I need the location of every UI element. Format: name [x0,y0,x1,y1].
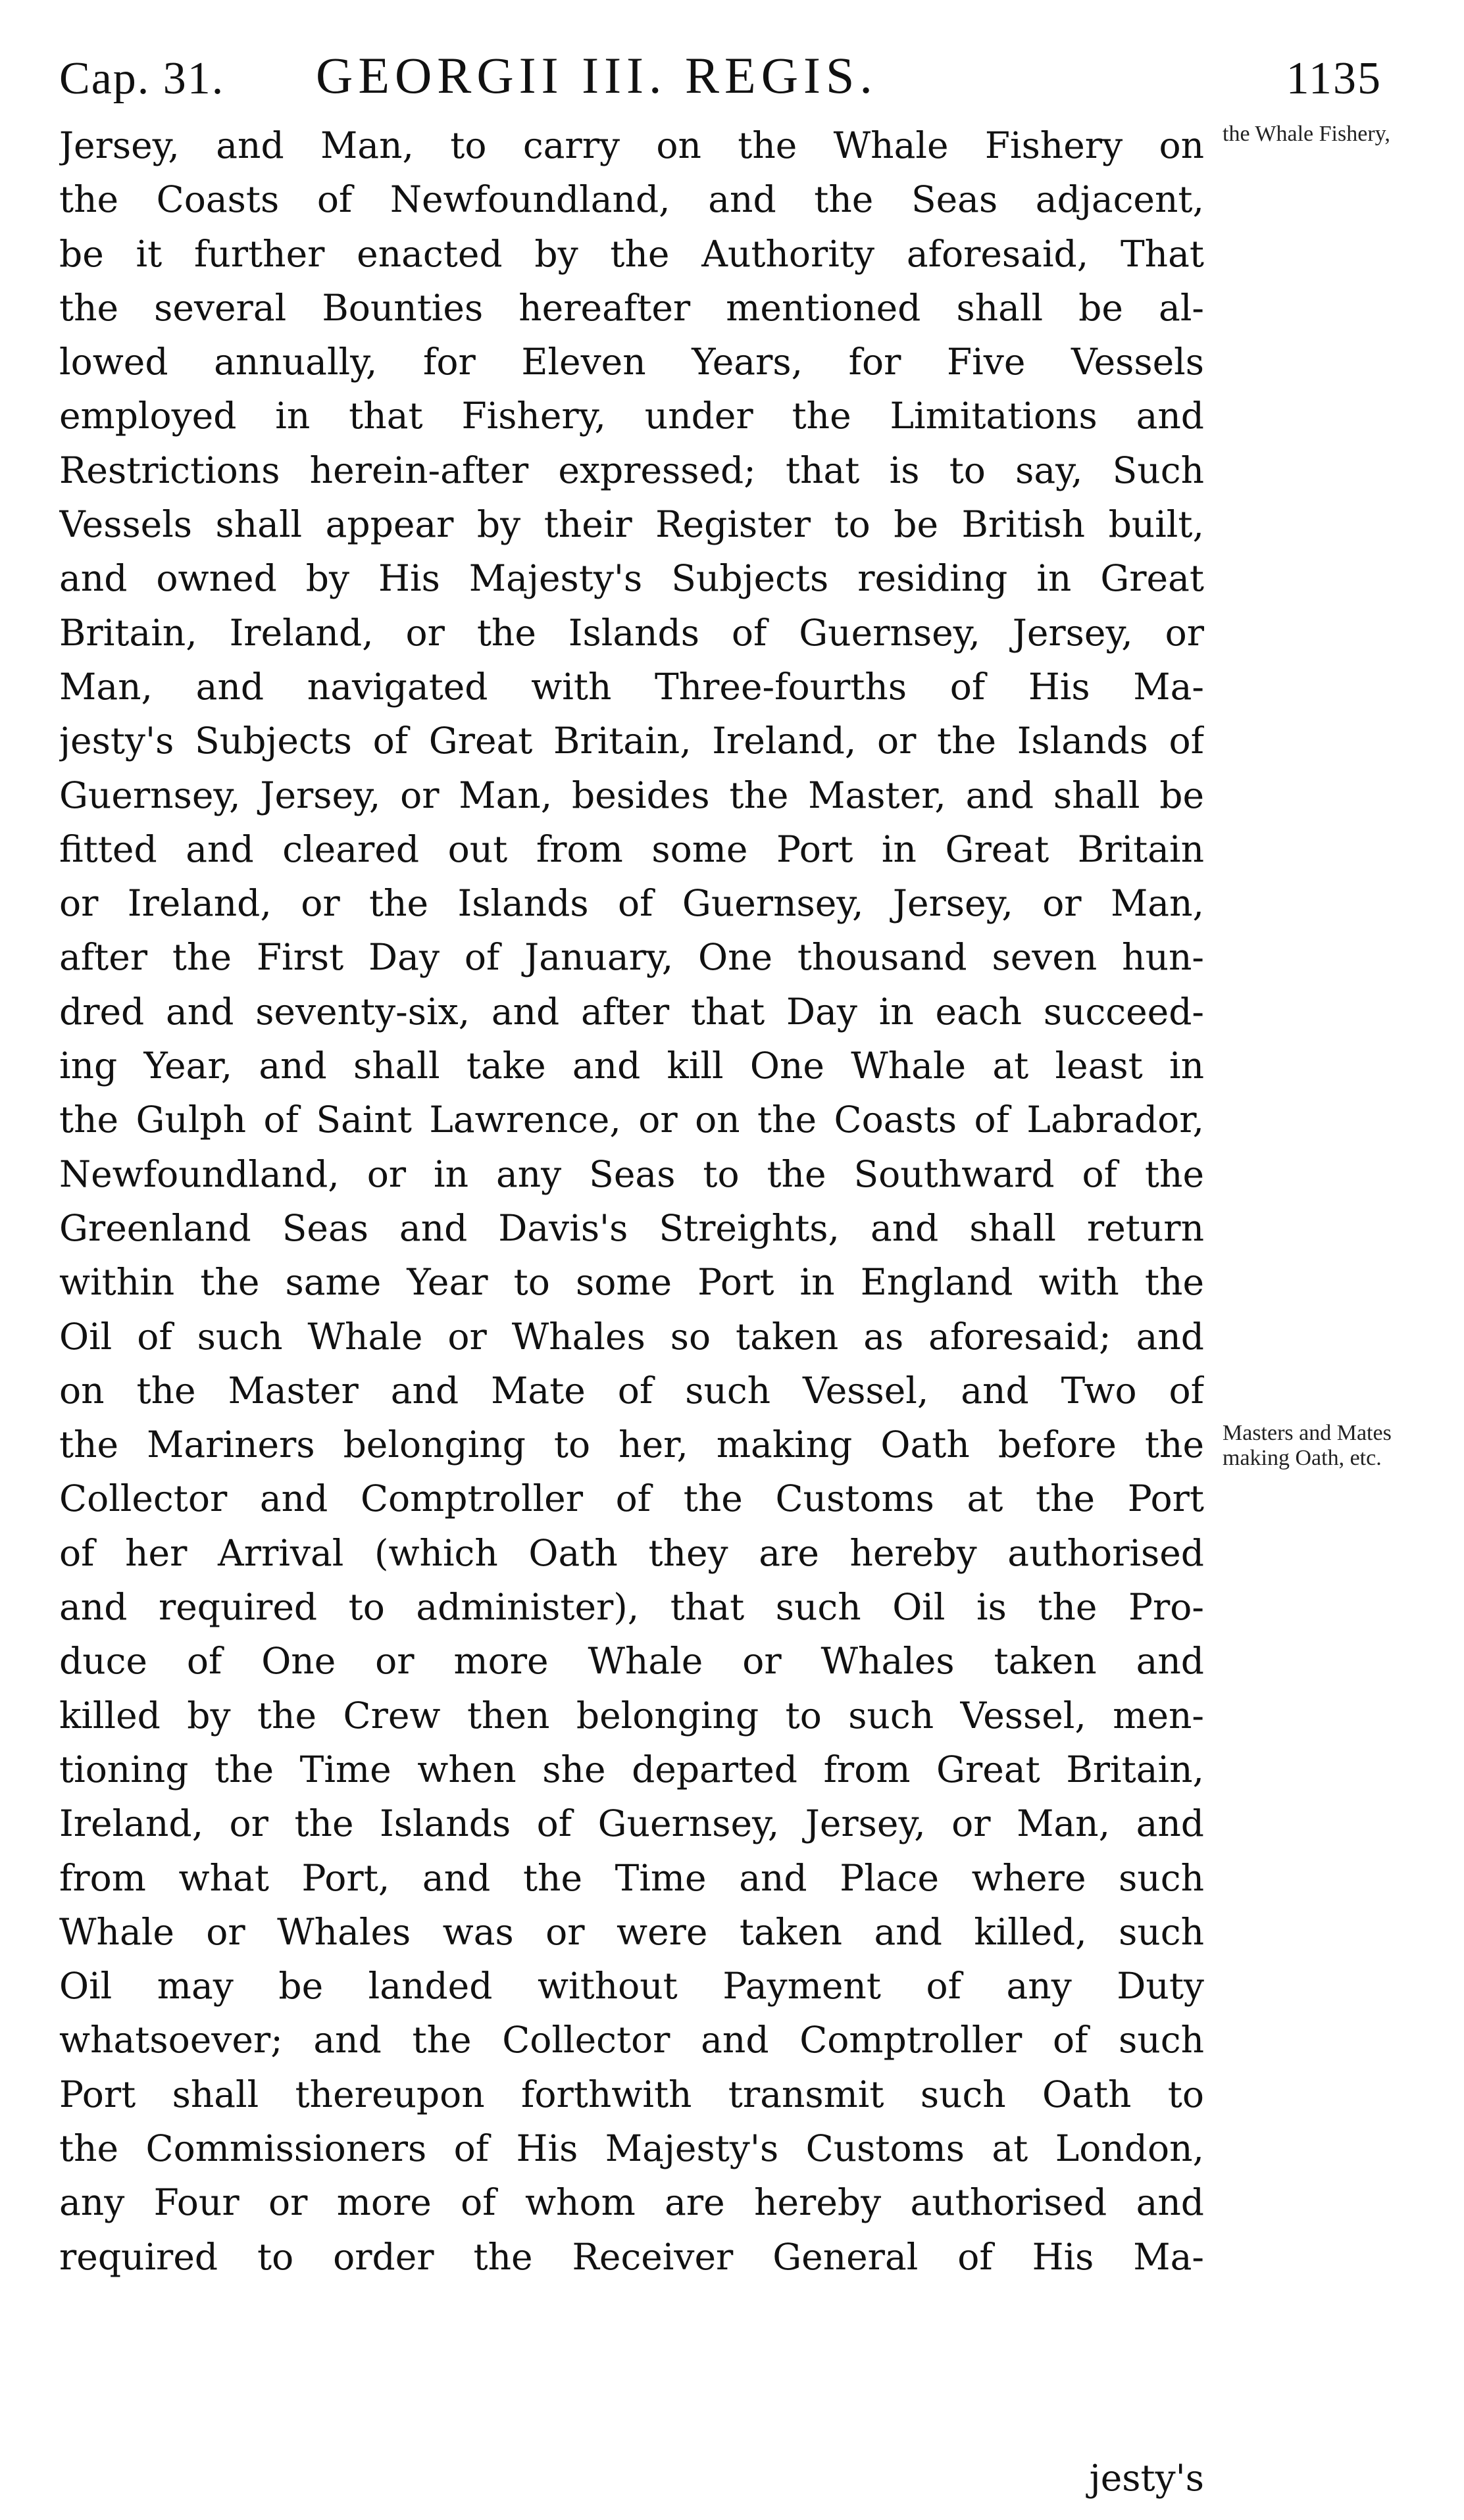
text-line: ing Year, and shall take and kill One Whale at least in [59,1045,1204,1087]
text-line: jesty's Subjects of Great Britain, Ireland, or the Islands of [59,720,1204,762]
text-line: Collector and Comptroller of the Customs at the Port [59,1477,1204,1520]
statute-text [59,118,1204,2284]
text-line: and owned by His Majesty's Subjects residing in Great [59,557,1204,600]
text-line: be it further enacted by the Authority aforesaid, That [59,232,1204,275]
text-line: or Ireland, or the Islands of Guernsey, Jersey, or Man, [59,882,1204,925]
text-line: Greenland Seas and Davis's Streights, and shall return [59,1206,1204,1249]
text-line: the Mariners belonging to her, making Oath before the [59,1423,1204,1466]
text-line: from what Port, and the Time and Place where such [59,1856,1204,1899]
text-line: after the First Day of January, One thousand seven hun- [59,936,1204,979]
text-line: Whale or Whales was or were taken and killed, such [59,1910,1204,1953]
text-line: on the Master and Mate of such Vessel, and Two of [59,1369,1204,1412]
text-line: Man, and navigated with Three-fourths of His Ma- [59,665,1204,708]
text-line: the Coasts of Newfoundland, and the Seas adjacent, [59,178,1204,221]
text-line: duce of One or more Whale or Whales taken and [59,1640,1204,1683]
text-line: Britain, Ireland, or the Islands of Guernsey, Jersey, or [59,611,1204,654]
text-line: of her Arrival (which Oath they are hereby authorised [59,1531,1204,1574]
chapter-label: Cap. 31. [59,53,225,104]
text-line: Jersey, and Man, to carry on the Whale Fishery on [59,124,1204,166]
text-line: the Commissioners of His Majesty's Customs at London, [59,2127,1204,2169]
margin-note-whale-fishery: the Whale Fishery, [1223,122,1390,146]
running-title: GEORGII III. REGIS. [316,47,878,104]
text-line: tioning the Time when she departed from Great Britain, [59,1748,1204,1791]
text-line: and required to administer), that such Oil is the Pro- [59,1586,1204,1629]
text-line: Newfoundland, or in any Seas to the Southward of the [59,1152,1204,1195]
text-line: killed by the Crew then belonging to such Vessel, men- [59,1694,1204,1737]
text-line: whatsoever; and the Collector and Comptroller of such [59,2019,1204,2062]
page-header [59,46,1382,112]
text-line: Oil may be landed without Payment of any Duty [59,1965,1204,2008]
text-line: within the same Year to some Port in England with the [59,1261,1204,1304]
text-line: required to order the Receiver General of His Ma- [59,2235,1204,2278]
catchword: jesty's [1089,2457,1204,2499]
text-line: Port shall thereupon forthwith transmit such Oath to [59,2073,1204,2115]
text-line: the several Bounties hereafter mentioned shall be al- [59,286,1204,329]
text-line: dred and seventy-six, and after that Day in each succeed- [59,990,1204,1033]
page-number: 1135 [1286,53,1382,104]
text-line: Restrictions herein-after expressed; that is to say, Such [59,449,1204,491]
text-line: fitted and cleared out from some Port in Great Britain [59,828,1204,870]
text-line: Guernsey, Jersey, or Man, besides the Master, and shall be [59,774,1204,816]
text-line: Oil of such Whale or Whales so taken as aforesaid; and [59,1315,1204,1358]
text-line: the Gulph of Saint Lawrence, or on the Coasts of Labrador, [59,1099,1204,1141]
text-line: Vessels shall appear by their Register to be British built, [59,503,1204,546]
text-line: lowed annually, for Eleven Years, for Five Vessels [59,341,1204,383]
text-line: any Four or more of whom are hereby authorised and [59,2181,1204,2224]
text-line: Ireland, or the Islands of Guernsey, Jersey, or Man, and [59,1802,1204,1845]
text-line: employed in that Fishery, under the Limitations and [59,395,1204,437]
margin-note-masters-mates-oath: Masters and Mates making Oath, etc. [1223,1421,1392,1470]
